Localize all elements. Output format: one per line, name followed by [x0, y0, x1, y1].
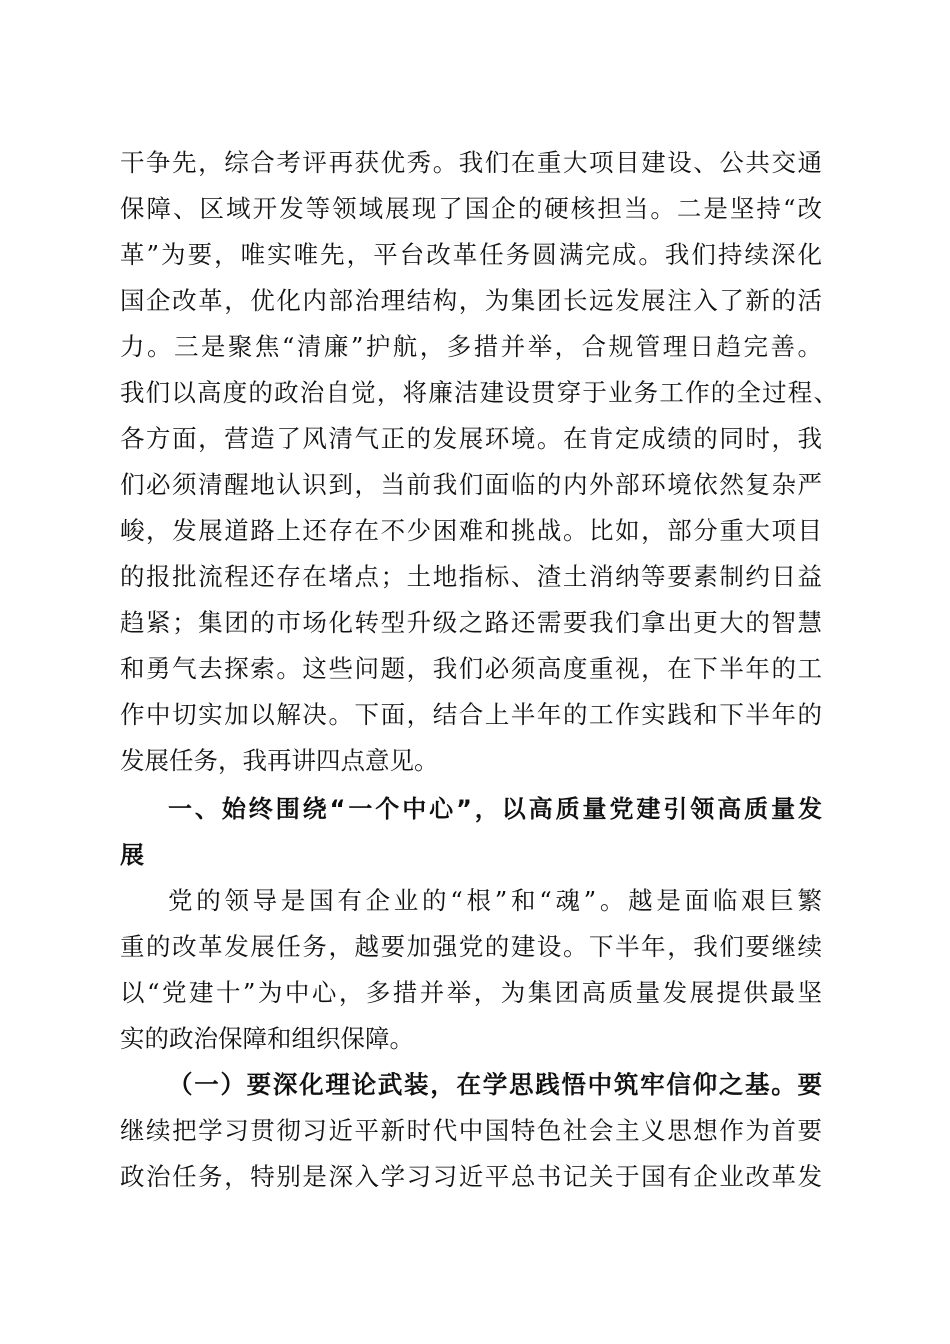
body-line: 峻，发展道路上还存在不少困难和挑战。比如，部分重大项目 [120, 516, 822, 545]
body-line: 重的改革发展任务，越要加强党的建设。下半年，我们要继续 [120, 932, 822, 961]
body-line: 政治任务，特别是深入学习习近平总书记关于国有企业改革发 [120, 1162, 822, 1191]
body-line: 实的政治保障和组织保障。 [120, 1024, 414, 1053]
body-line: 保障、区域开发等领域展现了国企的硬核担当。二是坚持“改 [120, 194, 822, 223]
body-line: 党的领导是国有企业的“根”和“魂”。越是面临艰巨繁 [168, 886, 822, 915]
section-heading: 一、始终围绕“一个中心”，以高质量党建引领高质量发 [168, 795, 822, 823]
body-line: 作中切实加以解决。下面，结合上半年的工作实践和下半年的 [120, 700, 822, 729]
body-line: 力。三是聚焦“清廉”护航，多措并举，合规管理日趋完善。 [120, 332, 822, 361]
body-line: 干争先，综合考评再获优秀。我们在重大项目建设、公共交通 [120, 148, 822, 177]
body-line: 继续把学习贯彻习近平新时代中国特色社会主义思想作为首要 [120, 1116, 822, 1145]
body-line: 发展任务，我再讲四点意见。 [120, 746, 439, 775]
body-line: 各方面，营造了风清气正的发展环境。在肯定成绩的同时，我 [120, 424, 822, 453]
body-line: 我们以高度的政治自觉，将廉洁建设贯穿于业务工作的全过程、 [120, 378, 838, 407]
subsection-heading: （一）要深化理论武装，在学思践悟中筑牢信仰之基。要 [168, 1070, 822, 1099]
body-line: 国企改革，优化内部治理结构，为集团长远发展注入了新的活 [120, 286, 822, 315]
body-line: 趋紧；集团的市场化转型升级之路还需要我们拿出更大的智慧 [120, 608, 822, 637]
body-line: 革”为要，唯实唯先，平台改革任务圆满完成。我们持续深化 [120, 240, 822, 269]
body-line: 们必须清醒地认识到，当前我们面临的内外部环境依然复杂严 [120, 470, 822, 499]
section-heading-continued: 展 [120, 841, 144, 869]
body-line: 和勇气去探索。这些问题，我们必须高度重视，在下半年的工 [120, 654, 822, 683]
body-line: 以“党建十”为中心，多措并举，为集团高质量发展提供最坚 [120, 978, 822, 1007]
body-line: 的报批流程还存在堵点；土地指标、渣土消纳等要素制约日益 [120, 562, 822, 591]
